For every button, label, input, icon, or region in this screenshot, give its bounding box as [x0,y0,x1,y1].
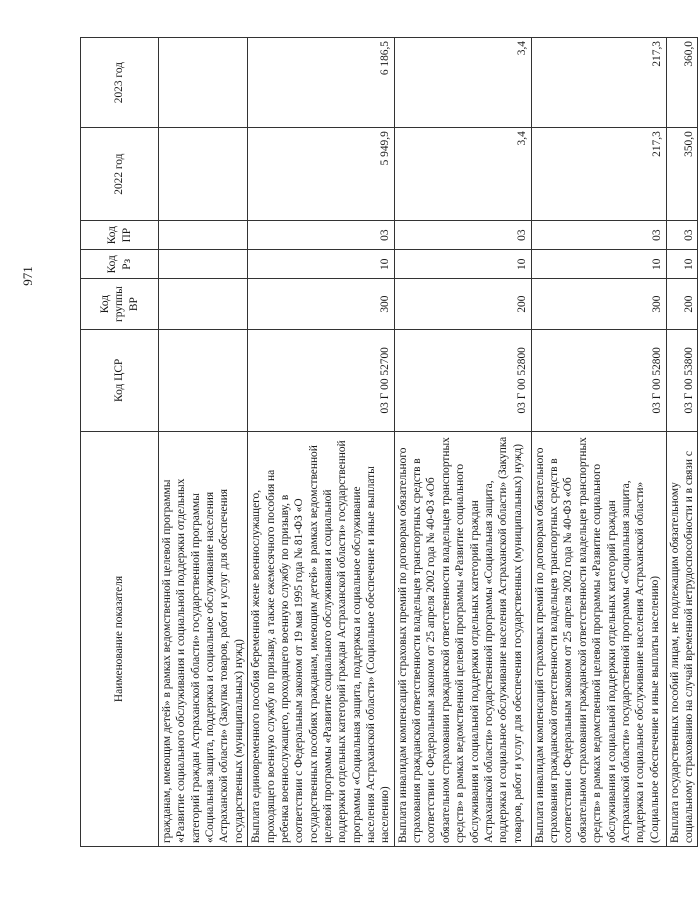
row-rz: 10 [666,250,698,279]
table-row [666,38,698,847]
row-pr: 03 [248,221,395,250]
row-2023: 6 186,5 [248,38,395,128]
row-2022 [159,128,248,221]
row-csr: 03 Г 00 52700 [248,329,395,431]
header-vr: Код группы ВР [81,279,159,329]
row-2022: 350,0 [666,128,698,221]
table-row [159,38,248,847]
row-csr: 03 Г 00 53800 [666,329,698,431]
row-csr [159,329,248,431]
header-name: Наименование показателя [81,431,159,846]
row-vr [159,279,248,329]
budget-table [80,37,698,847]
row-rz: 10 [248,250,395,279]
row-2022: 5 949,9 [248,128,395,221]
table-row [531,38,666,847]
row-name: Выплата единовременного пособия беременной жене военнослужащего, проходящего военную службу по призыву, а также ежемесячного пособия на ребенка военнослужащего, проходящего военную службу по призыву, в соответствии с Федеральным законом от 19 мая 1995 года № 81-ФЗ «О государственных пособиях гражданам, имеющим детей» в рамках ведомственной целевой программы «Развитие социального обслуживания и социальной поддержки отдельных категорий граждан Астраханской области» государственной программы «Социальная защита, поддержка и социальное обслуживание населения Астраханской области» (Социальное обеспечение и иные выплаты населению) [248,431,395,846]
row-vr: 300 [531,279,666,329]
row-pr: 03 [394,221,531,250]
table-row [394,38,531,847]
row-2022: 217,3 [531,128,666,221]
row-csr: 03 Г 00 52800 [531,329,666,431]
row-2023 [159,38,248,128]
header-rz: Код Рз [81,250,159,279]
table-header-row [81,38,159,847]
row-vr: 200 [666,279,698,329]
header-2022: 2022 год [81,128,159,221]
row-name: Выплата инвалидам компенсаций страховых премий по договорам обязательного страхования гражданской ответственности владельцев транспортных средств в соответствии с Федеральным законом от 25 апреля 2002 года № 40-ФЗ «Об обязательном страховании гражданской ответственности владельцев транспортных средств» в рамках ведомственной целевой программы «Развитие социального обслуживания и социальной поддержки отдельных категорий граждан Астраханской области» государственной программы «Социальная защита, поддержка и социальное обслуживание населения Астраханской области» (Закупка товаров, работ и услуг для обеспечения государственных (муниципальных) нужд) [394,431,531,846]
row-pr: 03 [666,221,698,250]
row-vr: 300 [248,279,395,329]
page-number: 971 [20,266,35,286]
row-name: гражданам, имеющим детей» в рамках ведомственной целевой программы «Развитие социального обслуживания и социальной поддержки отдельных категорий граждан Астраханской области» государственной программы «Социальная защита, поддержка и социальное обслуживание населения Астраханской области» (Закупка товаров, работ и услуг для обеспечения государственных (муниципальных) нужд) [159,431,248,846]
row-vr: 200 [394,279,531,329]
header-2023: 2023 год [81,38,159,128]
row-rz: 10 [531,250,666,279]
row-csr: 03 Г 00 52800 [394,329,531,431]
header-pr: Код ПР [81,221,159,250]
row-name: Выплата государственных пособий лицам, не подлежащим обязательному социальному страхованию на случай временной нетрудоспособности и в связи с [666,431,698,846]
row-rz: 10 [394,250,531,279]
row-pr [159,221,248,250]
row-2022: 3,4 [394,128,531,221]
header-csr: Код ЦСР [81,329,159,431]
row-2023: 217,3 [531,38,666,128]
row-rz [159,250,248,279]
row-pr: 03 [531,221,666,250]
rotated-table-container [80,37,696,847]
row-2023: 360,0 [666,38,698,128]
row-2023: 3,4 [394,38,531,128]
row-name: Выплата инвалидам компенсаций страховых премий по договорам обязательного страхования гражданской ответственности владельцев транспортных средств в соответствии с Федеральным законом от 25 апреля 2002 года № 40-ФЗ «Об обязательном страховании гражданской ответственности владельцев транспортных средств» в рамках ведомственной целевой программы «Развитие социального обслуживания и социальной поддержки отдельных категорий граждан Астраханской области» государственной программы «Социальная защита, поддержка и социальное обслуживание населения Астраханской области» (Социальное обеспечение и иные выплаты населению) [531,431,666,846]
table-row [248,38,395,847]
